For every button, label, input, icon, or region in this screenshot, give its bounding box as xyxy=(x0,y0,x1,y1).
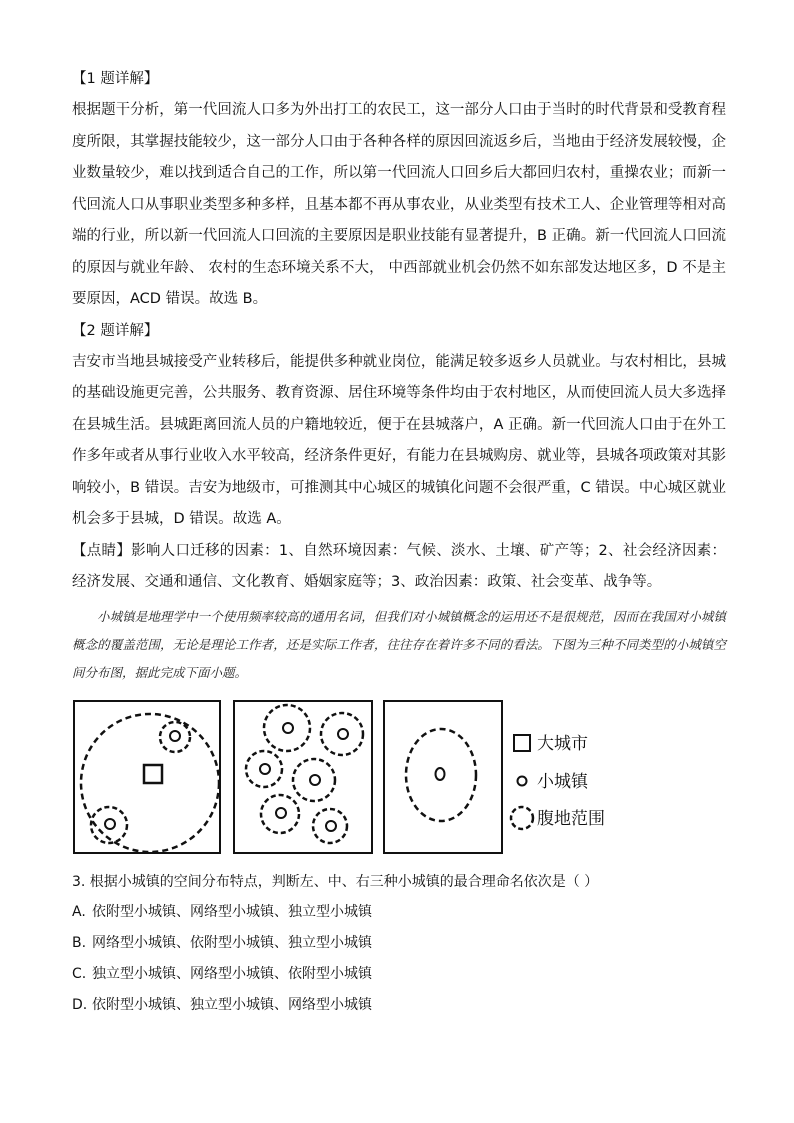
town-hinterland xyxy=(313,809,347,843)
legend-hinterland-label: 腹地范围 xyxy=(537,808,605,829)
small-town-marker xyxy=(260,764,270,774)
option-text: 网络型小城镇、依附型小城镇、独立型小城镇 xyxy=(92,934,372,951)
option-letter: B. xyxy=(72,934,87,951)
q2-explanation: 吉安市当地县城接受产业转移后，能提供多种就业岗位，能满足较多返乡人员就业。与农村相比，县城的基础设施更完善，公共服务、教育资源、居住环境等条件均由于农村地区，从而使回流人员大多选择在县城生活。县城距离回流人员的户籍地较近，便于在县城落户，A 正确。新一代回流人口由于在外工作多年或者从事行业收入水平较高，经济条件更好，有能力在县城购房、就业等，县城各项政策对其影响较小，B 错误。吉安为地级市，可推测其中心城区的城镇化问题不会很严重，C 错误。中心城区就业机会多于县城，D 错误。故选 A。 xyxy=(72,353,726,527)
small-town-marker xyxy=(326,821,336,831)
town-hinterland xyxy=(321,713,363,755)
option-letter: A. xyxy=(72,903,86,920)
middle-panel xyxy=(234,701,372,853)
tip-paragraph xyxy=(72,536,726,599)
legend-small-town-icon xyxy=(518,776,527,785)
option-a[interactable] xyxy=(72,897,726,928)
legend xyxy=(511,734,605,829)
left-panel xyxy=(74,701,220,853)
q1-heading: 【1 题详解】 xyxy=(72,71,159,87)
legend-hinterland-icon xyxy=(511,807,533,829)
town-distribution-diagram xyxy=(72,699,632,857)
option-letter: D. xyxy=(72,996,88,1013)
big-city-marker xyxy=(144,765,162,783)
option-text: 依附型小城镇、网络型小城镇、独立型小城镇 xyxy=(92,903,372,920)
middle-panel-frame xyxy=(234,701,372,853)
town-hinterland xyxy=(160,722,190,752)
legend-small-town-label: 小城镇 xyxy=(537,771,588,792)
option-text: 依附型小城镇、独立型小城镇、网络型小城镇 xyxy=(92,996,372,1013)
option-c[interactable] xyxy=(72,959,726,990)
town-hinterland xyxy=(246,751,282,787)
town-hinterland xyxy=(264,705,310,751)
town-distribution-figure xyxy=(72,699,726,859)
right-panel xyxy=(384,701,502,853)
town-hinterland xyxy=(293,759,335,801)
small-town-marker xyxy=(105,819,115,829)
legend-big-city-label: 大城市 xyxy=(537,733,588,754)
small-town-marker xyxy=(283,723,293,733)
left-panel-frame xyxy=(74,701,220,853)
option-text: 独立型小城镇、网络型小城镇、依附型小城镇 xyxy=(92,965,372,982)
small-town-marker xyxy=(436,768,445,780)
question-3-stem: 3. 根据小城镇的空间分布特点，判断左、中、右三种小城镇的最合理命名依次是（ ） xyxy=(72,873,599,890)
option-d[interactable] xyxy=(72,990,726,1021)
town-hinterland xyxy=(406,729,476,821)
tip-heading: 【点睛】 xyxy=(72,542,132,559)
q1-explanation: 根据题干分析，第一代回流人口多为外出打工的农民工，这一部分人口由于当时的时代背景和受教育程度所限，其掌握技能较少，这一部分人口由于各种各样的原因回流返乡后，当地由于经济发展较慢，企业数量较少，难以找到适合自己的工作，所以第一代回流人口回乡后大都回归农村，重操农业；而新一代回流人口从事职业类型多种多样，且基本都不再从事农业，从业类型有技术工人、企业管理等相对高端的行业，所以新一代回流人口回流的主要原因是职业技能有显著提升，B 正确。新一代回流人口回流的原因与就业年龄、 农村的生态环境关系不大， 中西部就业机会仍然不如东部发达地区多，D 不是主要原因，ACD 错误。故选 B。 xyxy=(72,102,726,307)
town-hinterland xyxy=(261,795,299,833)
tip-body: 影响人口迁移的因素：1、自然环境因素：气候、淡水、土壤、矿产等；2、社会经济因素：经济发展、交通和通信、文化教育、婚姻家庭等；3、政治因素：政策、社会变革、战争等。 xyxy=(72,542,726,590)
question-intro: 小城镇是地理学中一个使用频率较高的通用名词，但我们对小城镇概念的运用还不是很规范，因而在我国对小城镇概念的覆盖范围，无论是理论工作者，还是实际工作者，往往存在着许多不同的看法。下图为三种不同类型的小城镇空间分布图，据此完成下面小题。 xyxy=(72,608,726,680)
small-town-marker xyxy=(310,775,320,785)
option-b[interactable] xyxy=(72,928,726,959)
small-town-marker xyxy=(170,731,180,741)
small-town-marker xyxy=(276,808,286,818)
q2-heading: 【2 题详解】 xyxy=(72,322,159,339)
document-page xyxy=(72,64,726,1021)
small-town-marker xyxy=(338,729,348,739)
option-letter: C. xyxy=(72,965,87,982)
legend-big-city-icon xyxy=(514,735,530,751)
